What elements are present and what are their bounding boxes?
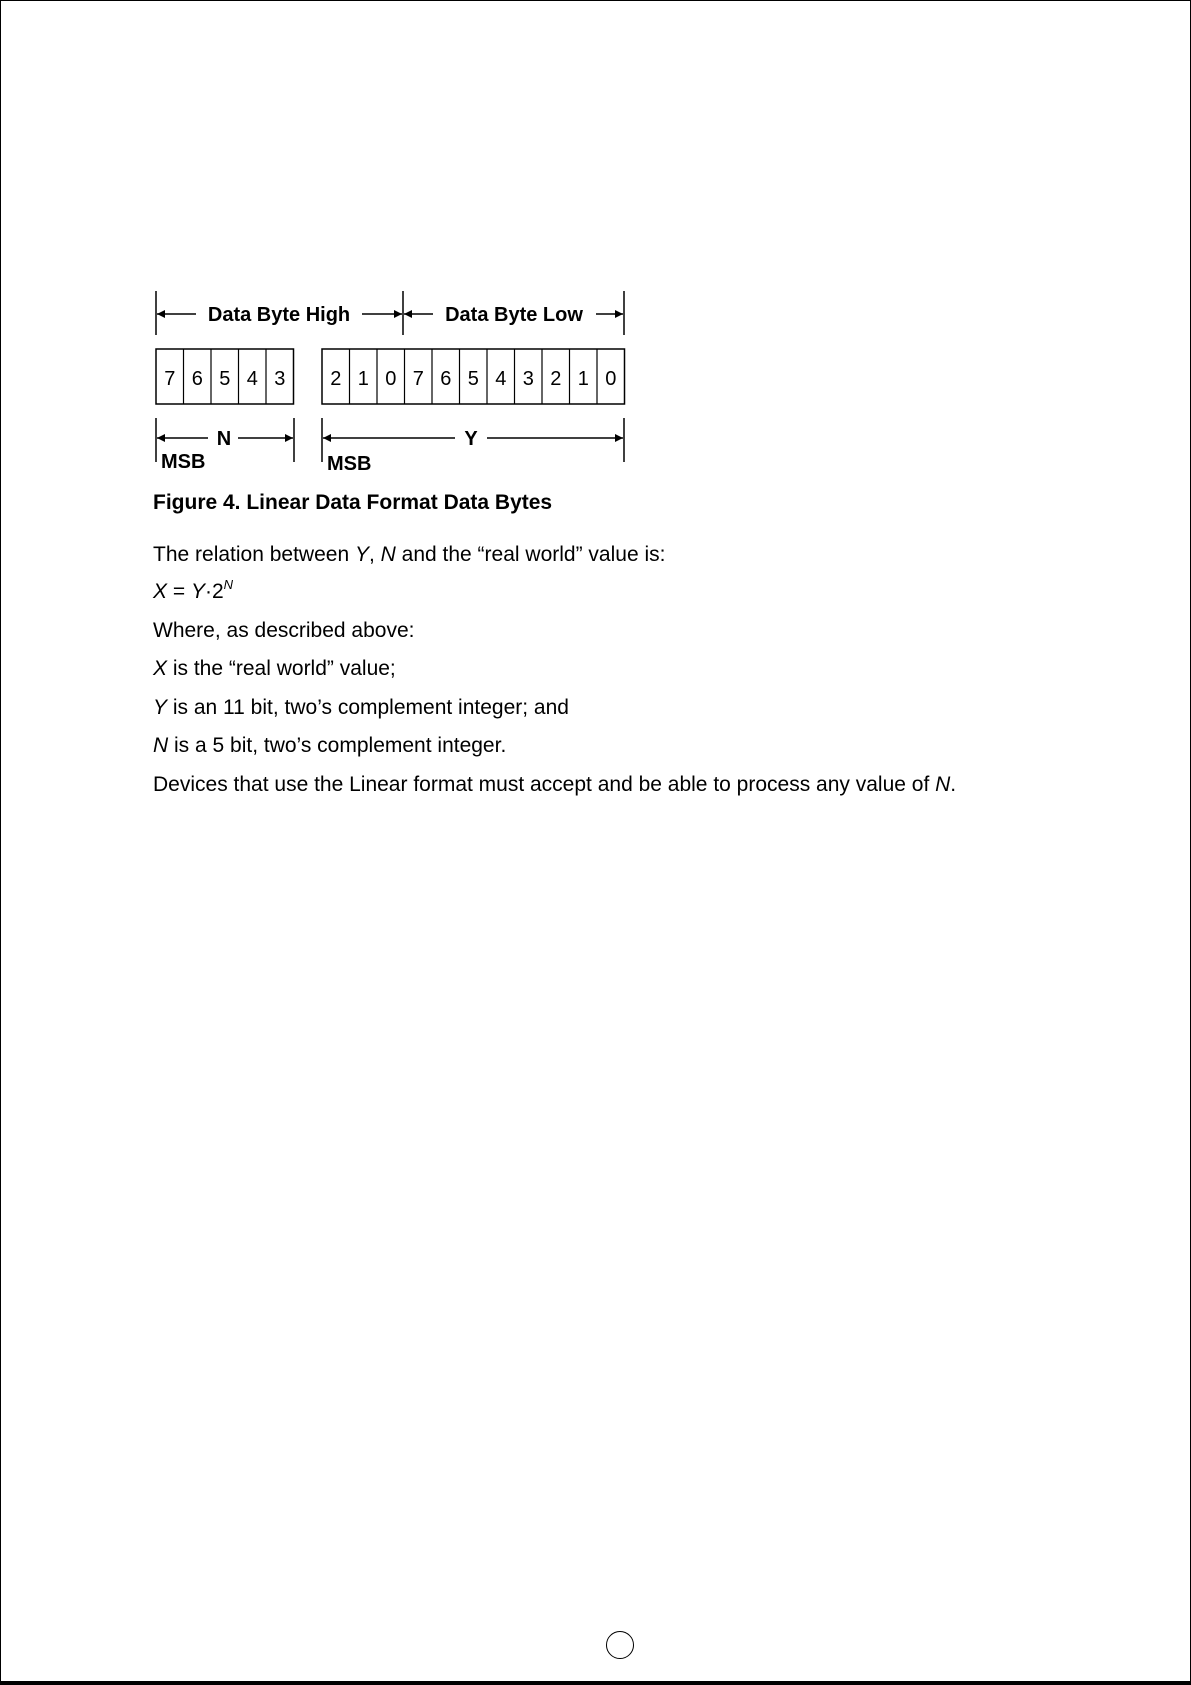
paragraph-devices <box>153 773 956 797</box>
formula <box>153 577 234 604</box>
low-byte-cell-bit: 4 <box>495 368 507 390</box>
high-byte-cell-bit: 7 <box>164 368 176 390</box>
var-y: Y <box>354 543 369 566</box>
low-byte-cell-bit: 3 <box>522 368 534 390</box>
header-low-label: Data Byte Low <box>445 304 583 326</box>
x-def-var: X <box>153 657 168 680</box>
formula-eq: = <box>167 580 191 603</box>
y-def-var: Y <box>153 696 168 719</box>
paragraph-x-def <box>153 657 396 681</box>
high-byte-cells <box>156 349 294 404</box>
paragraph-n-def <box>153 734 506 758</box>
var-n: N <box>380 543 396 566</box>
low-byte-cell-bit: 1 <box>577 368 589 390</box>
low-byte-cell-bit: 2 <box>550 368 562 390</box>
page-number-circle <box>606 1631 634 1659</box>
formula-exponent: N <box>223 577 234 592</box>
devices-text: Devices that use the Linear format must accept and be able to process any value of <box>153 773 936 796</box>
formula-dot-two: ·2 <box>204 580 224 603</box>
high-byte-cell-bit: 5 <box>219 368 231 390</box>
y-def-text: is an 11 bit, two’s complement integer; and <box>167 696 569 719</box>
formula-y: Y <box>190 580 205 603</box>
low-byte-cell-bit: 0 <box>385 368 397 390</box>
formula-x: X <box>153 580 168 603</box>
low-byte-cell-bit: 0 <box>605 368 617 390</box>
header-high-label: Data Byte High <box>207 304 351 326</box>
low-byte-cell-bit: 2 <box>330 368 342 390</box>
figure-caption: Figure 4. Linear Data Format Data Bytes <box>153 491 553 514</box>
linear-data-format-diagram <box>0 0 1191 480</box>
low-byte-cell-bit: 7 <box>412 368 424 390</box>
low-byte-cell-bit: 6 <box>440 368 452 390</box>
msb-left-label: MSB <box>161 451 206 473</box>
n-def-text: is a 5 bit, two’s complement integer. <box>168 734 507 757</box>
msb-right-label: MSB <box>327 453 372 475</box>
n-label: N <box>216 428 232 450</box>
devices-var: N <box>935 773 951 796</box>
low-byte-cells <box>322 349 625 404</box>
relation-sep: , <box>368 543 381 566</box>
high-byte-cell-bit: 6 <box>191 368 203 390</box>
paragraph-where: Where, as described above: <box>153 619 415 642</box>
high-byte-cell-bit: 4 <box>246 368 258 390</box>
y-label: Y <box>464 428 478 450</box>
devices-end: . <box>950 773 957 796</box>
page-bottom-rule <box>0 1681 1191 1684</box>
paragraph-relation <box>153 543 665 567</box>
low-byte-cell-bit: 1 <box>357 368 369 390</box>
x-def-text: is the “real world” value; <box>167 657 396 680</box>
low-byte-cell-bit: 5 <box>467 368 479 390</box>
n-def-var: N <box>153 734 169 757</box>
high-byte-cell-bit: 3 <box>274 368 286 390</box>
relation-prefix: The relation between <box>153 543 355 566</box>
paragraph-y-def <box>153 696 569 720</box>
relation-suffix: and the “real world” value is: <box>395 543 666 566</box>
